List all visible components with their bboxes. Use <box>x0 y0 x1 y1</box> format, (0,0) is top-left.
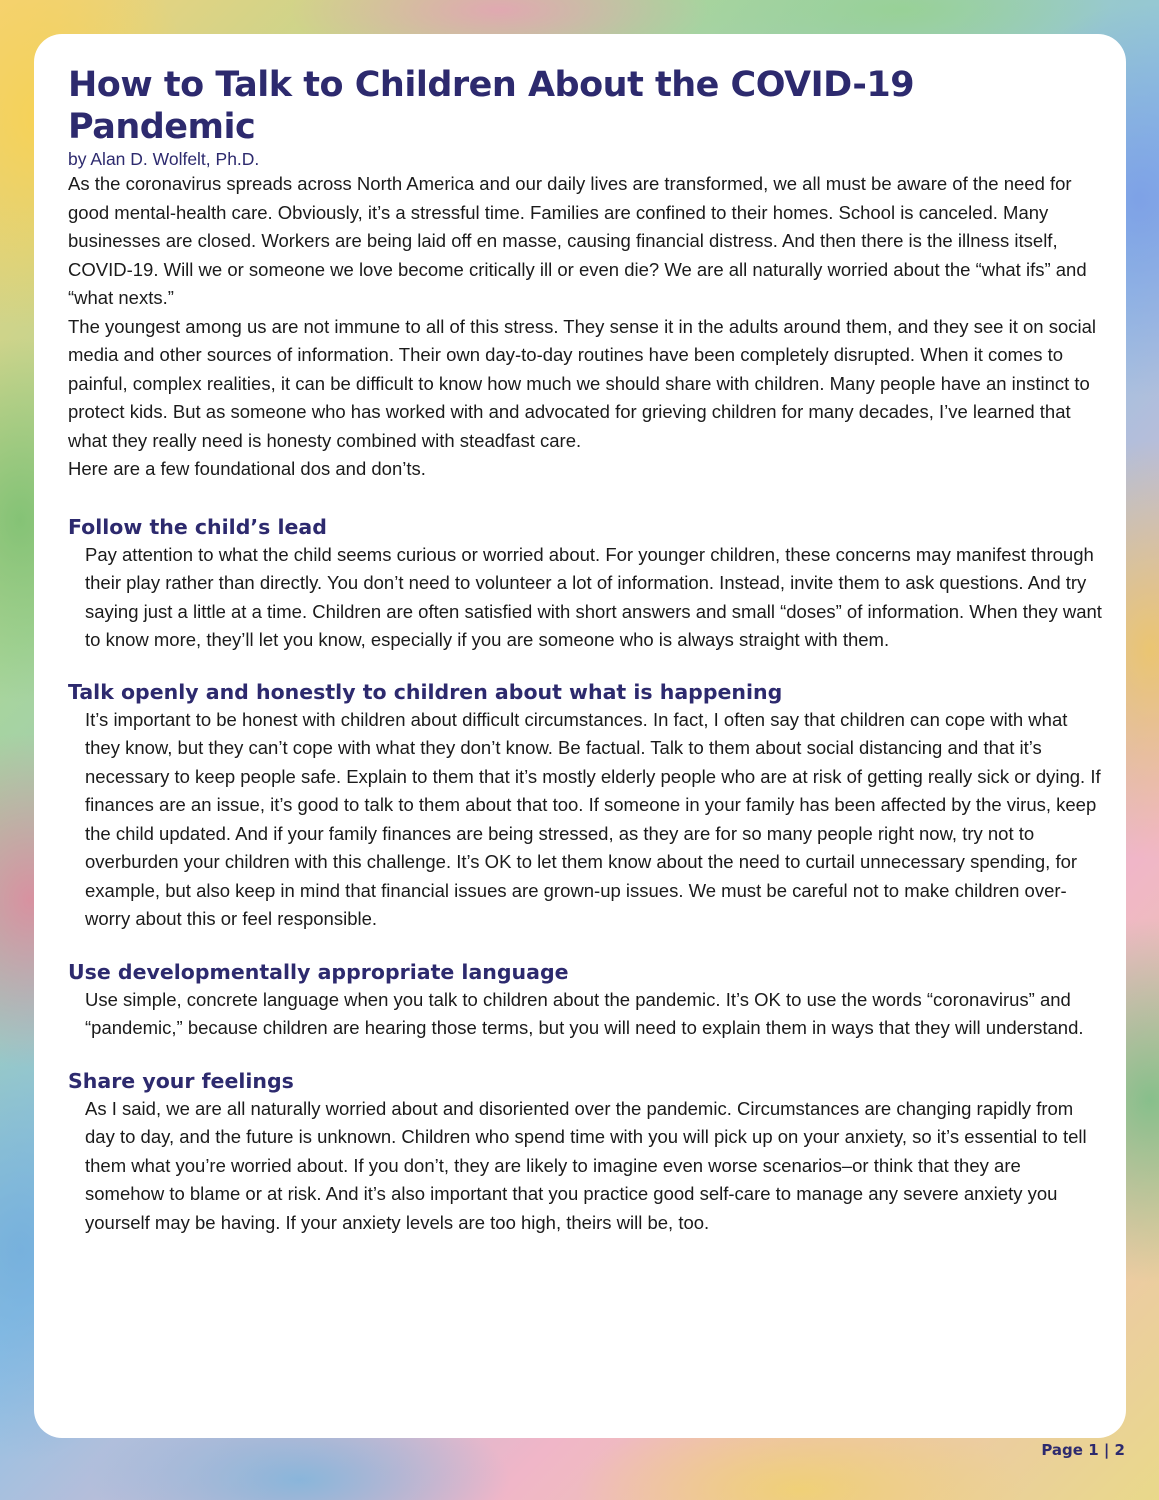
page-number: Page 1 | 2 <box>1041 1441 1125 1459</box>
section-heading: Share your feelings <box>68 1068 294 1093</box>
section-follow-childs-lead <box>68 513 1102 655</box>
intro-paragraph-2: The youngest among us are not immune to all of this stress. They sense it in the adults around them, and they see it on social media and other sources of information. Their own day-to-day routines have been completely disrupted. When it comes to painful, complex realities, it can be difficult to know how much we should share with children. Many people have an instinct to protect kids. But as someone who has worked with and advocated for grieving children for many decades, I’ve learned that what they really need is honesty combined with steadfast care. <box>68 315 1097 451</box>
section-heading: Follow the child’s lead <box>68 514 327 539</box>
author-byline: by Alan D. Wolfelt, Ph.D. <box>68 149 260 169</box>
section-heading: Talk openly and honestly to children about what is happening <box>68 679 783 704</box>
section-body: As I said, we are all naturally worried about and disoriented over the pandemic. Circumstances are changing rapidly from day to day, and the future is unknown. Children who spend time with you will pick up on your anxiety, so it’s essential to tell them what you’re worried about. If you don’t, they are likely to imagine even worse scenarios–or think that they are somehow to blame or at risk. And it’s also important that you practice good self-care to manage any severe anxiety you yourself may be having. If your anxiety levels are too high, theirs will be, too. <box>85 1097 1087 1233</box>
section-heading: Use developmentally appropriate language <box>68 959 569 984</box>
section-appropriate-language <box>68 958 1102 1043</box>
intro-paragraph-1: As the coronavirus spreads across North America and our daily lives are transformed, we all must be aware of the need for good mental-health care. Obviously, it’s a stressful time. Families are confined to their homes. School is canceled. Many businesses are closed. Workers are being laid off en masse, causing financial distress. And then there is the illness itself, COVID-19. Will we or someone we love become critically ill or even die? We are all naturally worried about the “what ifs” and “what nexts.” <box>68 173 1087 308</box>
section-body: It’s important to be honest with children about difficult circumstances. In fact, I often say that children can cope with what they know, but they can’t cope with what they don’t know. Be factual. Talk to them about social distancing and that it’s necessary to keep people safe. Explain to them that it’s mostly elderly people who are at risk of getting really sick or dying. If finances are an issue, it’s good to talk to them about that too. If someone in your family has been affected by the virus, keep the child updated. And if your family finances are being stressed, as they are for so many people right now, try not to overburden your children with this challenge. It’s OK to let them know about the need to curtail unnecessary spending, for example, but also keep in mind that financial issues are grown-up issues. We must be careful not to make children over-worry about this or feel responsible. <box>85 708 1101 929</box>
intro-paragraph-3: Here are a few foundational dos and don’ts. <box>68 458 426 479</box>
document-title: How to Talk to Children About the COVID-19 Pandemic <box>68 65 915 147</box>
section-share-feelings <box>68 1067 1102 1238</box>
document-page <box>34 34 1126 1438</box>
section-body: Pay attention to what the child seems curious or worried about. For younger children, these concerns may manifest through their play rather than directly. You don’t need to volunteer a lot of information. Instead, invite them to ask questions. And try saying just a little at a time. Children are often satisfied with short answers and small “doses” of information. When they want to know more, they’ll let you know, especially if you are someone who is always straight with them. <box>85 543 1102 650</box>
section-talk-openly <box>68 678 1102 934</box>
section-body: Use simple, concrete language when you talk to children about the pandemic. It’s OK to use the words “coronavirus” and “pandemic,” because children are hearing those terms, but you will need to explain them in ways that they will understand. <box>85 988 1084 1038</box>
